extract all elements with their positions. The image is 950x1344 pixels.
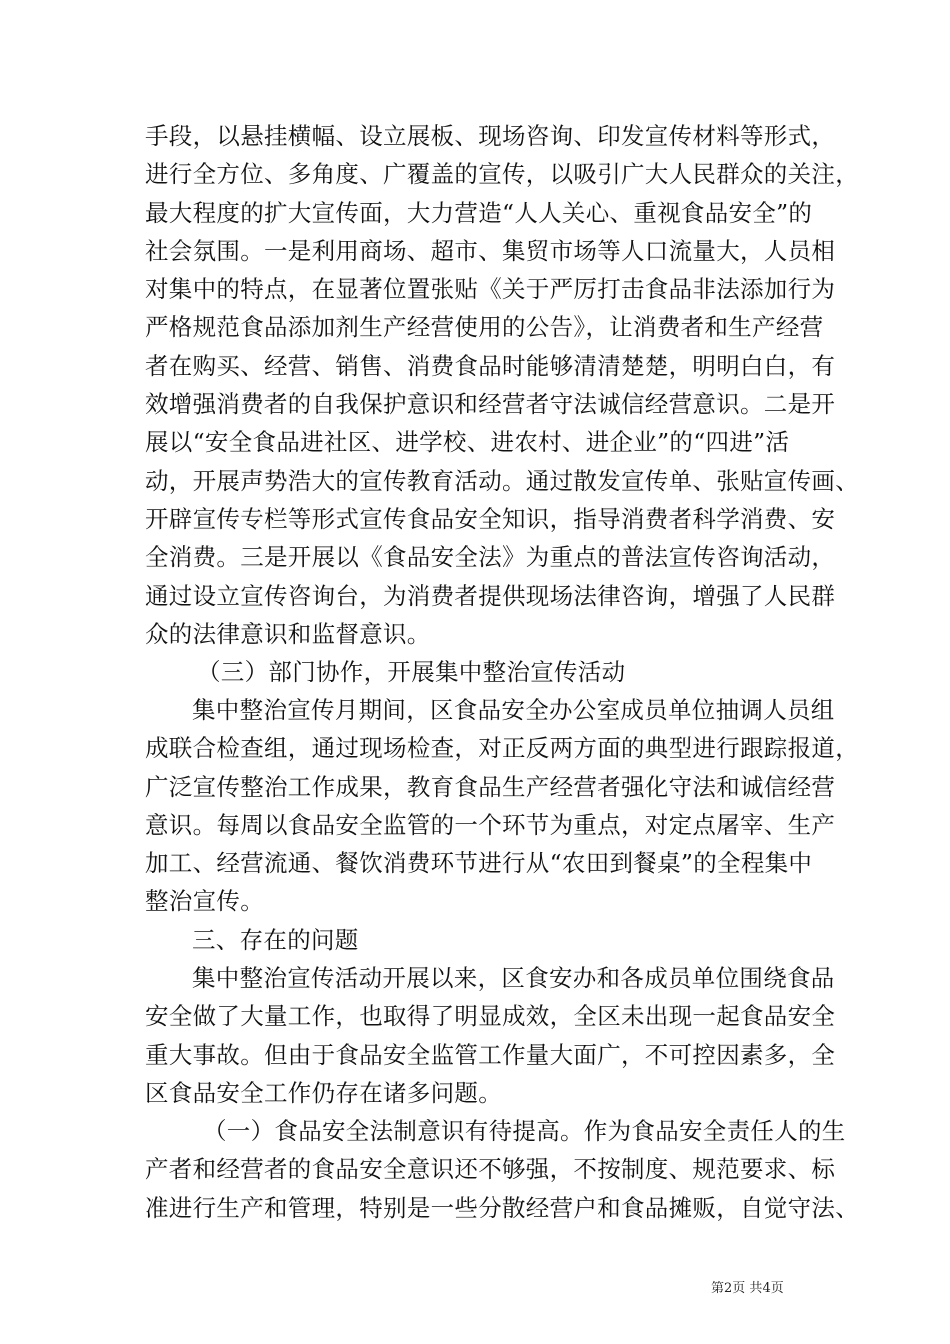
text-line: 最大程度的扩大宣传面，大力营造“人人关心、重视食品安全”的: [145, 198, 813, 227]
paragraph-joint-inspection: [145, 691, 859, 921]
text-line: 意识。每周以食品安全监管的一个环节为重点，对定点屠宰、生产: [145, 810, 836, 839]
footer-prefix: 第: [711, 1281, 725, 1296]
text-line: 众的法律意识和监督意识。: [145, 619, 431, 648]
text-line: 社会氛围。一是利用商场、超市、集贸市场等人口流量大，人员相: [145, 236, 836, 265]
text-line: 进行全方位、多角度、广覆盖的宣传，以吸引广大人民群众的关注，: [145, 160, 859, 189]
total-page-number: 4: [762, 1281, 771, 1296]
text-line: 区食品安全工作仍存在诸多问题。: [145, 1078, 502, 1107]
text-line: 集中整治宣传月期间，区食品安全办公室成员单位抽调人员组: [192, 696, 835, 724]
text-line: 重大事故。但由于食品安全监管工作量大面广，不可控因素多，全: [145, 1040, 836, 1069]
text-line: （一）食品安全法制意识有待提高。作为食品安全责任人的生: [203, 1117, 846, 1145]
text-line: 通过设立宣传咨询台，为消费者提供现场法律咨询，增强了人民群: [145, 581, 836, 610]
text-line: 手段，以悬挂横幅、设立展板、现场咨询、印发宣传材料等形式，: [145, 122, 836, 150]
text-line: 效增强消费者的自我保护意识和经营者守法诚信经营意识。二是开: [145, 390, 836, 419]
text-line: （三）部门协作，开展集中整治宣传活动: [197, 658, 626, 686]
text-line: 准进行生产和管理，特别是一些分散经营户和食品摊贩，自觉守法、: [145, 1193, 859, 1222]
paragraph-publicity-activities: [145, 117, 859, 653]
text-line: 对集中的特点，在显著位置张贴《关于严厉打击食品非法添加行为: [145, 275, 836, 304]
current-page-number: 2: [724, 1281, 733, 1296]
section-heading-existing-problems: [192, 921, 872, 959]
text-line: 开辟宣传专栏等形式宣传食品安全知识，指导消费者科学消费、安: [145, 504, 836, 533]
text-line: 加工、经营流通、餐饮消费环节进行从“农田到餐桌”的全程集中: [145, 849, 813, 878]
text-line: 安全做了大量工作，也取得了明显成效，全区未出现一起食品安全: [145, 1002, 836, 1031]
text-line: 严格规范食品添加剂生产经营使用的公告》，让消费者和生产经营: [145, 313, 824, 342]
footer-middle: 页 共: [732, 1281, 763, 1296]
text-line: 整治宣传。: [145, 887, 264, 916]
text-line: 者在购买、经营、销售、消费食品时能够清清楚楚，明明白白，有: [145, 351, 836, 380]
text-line: 动，开展声势浩大的宣传教育活动。通过散发宣传单、张贴宣传画、: [145, 466, 859, 495]
section-heading-department-cooperation: [197, 653, 877, 691]
text-line: 广泛宣传整治工作成果，教育食品生产经营者强化守法和诚信经营: [145, 772, 836, 801]
text-line: 集中整治宣传活动开展以来，区食安办和各成员单位围绕食品: [192, 964, 835, 992]
text-line: 全消费。三是开展以《食品安全法》为重点的普法宣传咨询活动，: [145, 543, 836, 572]
paragraph-problems-overview: [145, 959, 836, 1112]
text-line: 展以“安全食品进社区、进学校、进农村、进企业”的“四进”活: [145, 428, 790, 457]
page-number-footer: [711, 1277, 784, 1296]
paragraph-legal-awareness: [145, 1112, 859, 1227]
text-line: 成联合检查组，通过现场检查，对正反两方面的典型进行跟踪报道，: [145, 734, 859, 763]
footer-suffix: 页: [770, 1281, 784, 1296]
text-line: 三、存在的问题: [192, 926, 359, 954]
text-line: 产者和经营者的食品安全意识还不够强，不按制度、规范要求、标: [145, 1155, 836, 1184]
